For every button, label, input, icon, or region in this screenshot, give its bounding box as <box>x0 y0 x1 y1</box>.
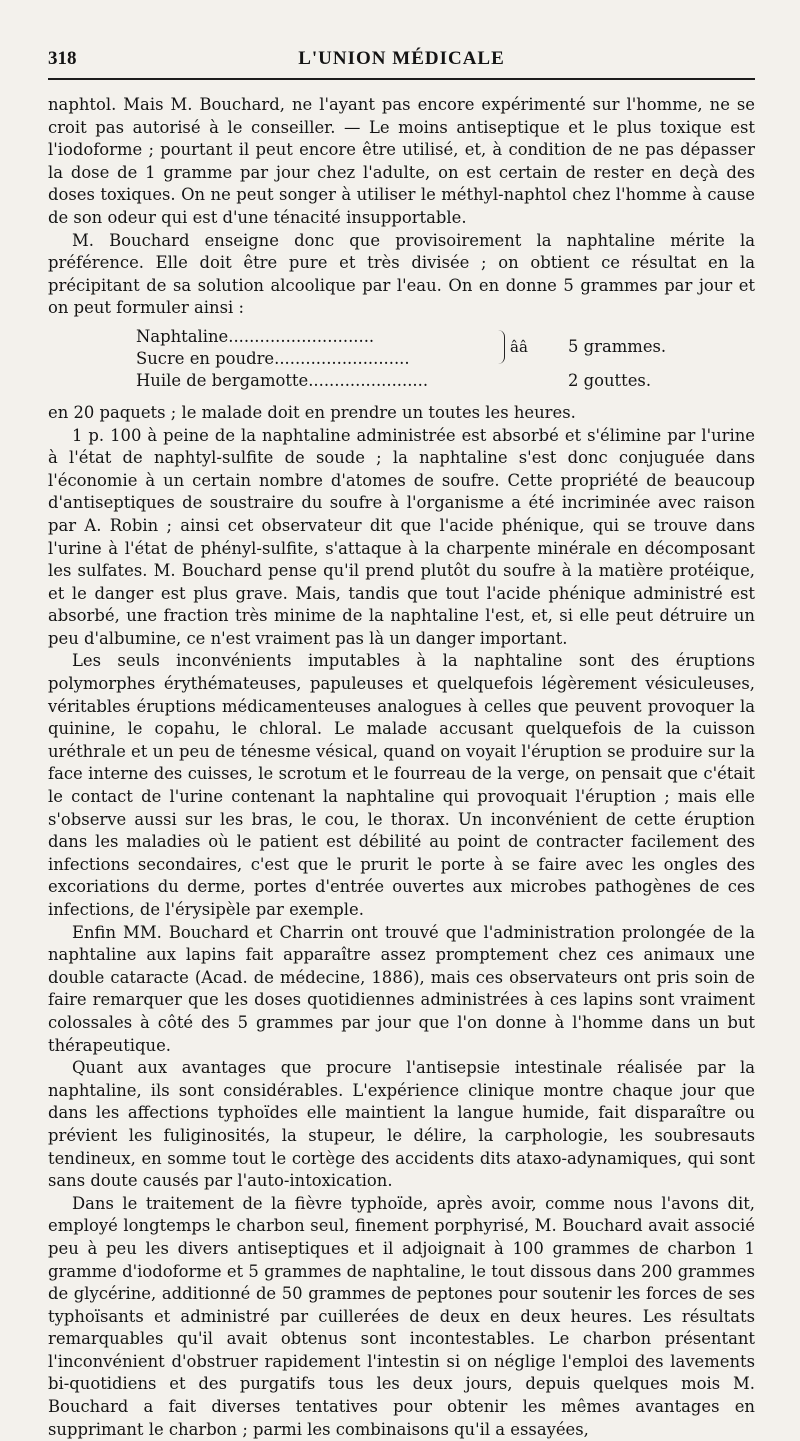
paragraph: naphtol. Mais M. Bouchard, ne l'ayant pas encore expérimenté sur l'homme, ne se croit pas autorisé à le conseiller. — Le moins antiseptique et le plus toxique est l'iodoforme ; pourtant il peut encore être utilisé, et, à condition de ne pas dépasser la dose de 1 gramme par jour chez l'adulte, on est certain de rester en deçà des doses toxiques. On ne peut songer à utiliser le méthyl-naphtol chez l'homme à cause de son odeur qui est d'une ténacité insupportable. <box>48 95 755 227</box>
formula-ingredient-naphtaline: Naphtaline............................ <box>136 326 375 346</box>
brace-symbol <box>498 330 505 364</box>
paragraph: Quant aux avantages que procure l'antisepsie intestinale réalisée par la naphtaline, ils sont considérables. L'expérience clinique montre chaque jour que dans les affections typhoïdes elle maintient la langue humide, fait disparaître ou prévient les fuliginosités, la stupeur, le délire, la carphologie, les soubresauts tendineux, en somme tout le cortège des accidents dits ataxo-adynamiques, qui sont sans doute causés par l'auto-intoxication. <box>48 1058 755 1191</box>
formula-dose-gouttes: 2 gouttes. <box>568 370 652 390</box>
prescription-formula <box>48 326 755 398</box>
running-title: L'UNION MÉDICALE <box>298 48 505 69</box>
paragraph: Dans le traitement de la fièvre typhoïde, après avoir, comme nous l'avons dit, employé longtemps le charbon seul, finement porphyrisé, M. Bouchard avait associé peu à peu les divers antiseptiques et il adjoignait à 100 grammes de charbon 1 gramme d'iodoforme et 5 grammes de naphtaline, le tout dissous dans 200 grammes de glycérine, additionné de 50 grammes de peptones pour soutenir les forces de ses typhoïsants et administré par cuillerées de deux en deux heures. Les résultats remarquables qu'il avait obtenus sont incontestables. Le charbon présentant l'inconvénient d'obstruer rapidement l'intestin si on néglige l'emploi des lavements bi-quotidiens et des purgatifs tous les deux jours, depuis quelques mois M. Bouchard a fait diverses tentatives pour obtenir les mêmes avantages en supprimant le charbon ; parmi les combinaisons qu'il a essayées, <box>48 1193 755 1439</box>
paragraph: en 20 paquets ; le malade doit en prendre un toutes les heures. <box>48 402 576 422</box>
paragraph: Les seuls inconvénients imputables à la naphtaline sont des éruptions polymorphes érythémateuses, papuleuses et quelquefois légèrement vésiculeuses, véritables éruptions médicamenteuses analogues à celles que peuvent provoquer la quinine, le copahu, le chloral. Le malade accusant quelquefois de la cuisson uréthrale et un peu de ténesme vésical, quand on voyait l'éruption se produire sur la face interne des cuisses, le scrotum et le fourreau de la verge, on pensait que c'était le contact de l'urine contenant la naphtaline qui provoquait l'éruption ; mais elle s'observe aussi sur les bras, le cou, le thorax. Un inconvénient de cette éruption dans les maladies où le patient est débilité au point de contracter facilement des infections secondaires, c'est que le prurit le porte à se faire avec les ongles des excoriations du derme, portes d'entrée ouvertes aux microbes pathogènes de ces infections, de l'érysipèle par exemple. <box>48 651 755 919</box>
paragraph: Enfin MM. Bouchard et Charrin ont trouvé que l'administration prolongée de la naphtaline aux lapins fait apparaître assez promptement chez ces animaux une double cataracte (Acad. de médecine, 1886), mais ces observateurs ont pris soin de faire remarquer que les doses quotidiennes administrées à ces lapins sont vraiment colossales à côté des 5 grammes par jour que l'on donne à l'homme dans un but thérapeutique. <box>48 922 755 1055</box>
formula-dose-grammes: 5 grammes. <box>568 336 667 356</box>
formula-aa: ââ <box>510 337 528 356</box>
paragraph: 1 p. 100 à peine de la naphtaline administrée est absorbé et s'élimine par l'urine à l'état de naphtyl-sulfite de soude ; la naphtaline s'est donc conjuguée dans l'économie à un certain nombre d'atomes de soufre. Cette propriété de beaucoup d'antiseptiques de soustraire du soufre à l'organisme a été incriminée avec raison par A. Robin ; ainsi cet observateur dit que l'acide phénique, qui se trouve dans l'urine à l'état de phényl-sulfite, s'attaque à la charpente minérale en décomposant les sulfates. M. Bouchard pense qu'il prend plutôt du soufre à la matière protéique, et le danger est plus grave. Mais, tandis que tout l'acide phénique administré est absorbé, une fraction très minime de la naphtaline l'est, et, si elle peut détruire un peu d'albumine, ce n'est vraiment pas là un danger important. <box>48 425 755 648</box>
paragraph: M. Bouchard enseigne donc que provisoirement la naphtaline mérite la préférence. Elle doit être pure et très divisée ; on obtient ce résultat en la précipitant de sa solution alcoolique par l'eau. On en donne 5 grammes par jour et on peut formuler ainsi : <box>48 230 755 318</box>
formula-ingredient-sucre: Sucre en poudre.......................... <box>136 348 410 368</box>
page-number: 318 <box>48 48 77 69</box>
page-header <box>48 44 755 80</box>
body-text <box>48 94 755 1441</box>
formula-ingredient-bergamotte: Huile de bergamotte....................... <box>136 370 429 390</box>
